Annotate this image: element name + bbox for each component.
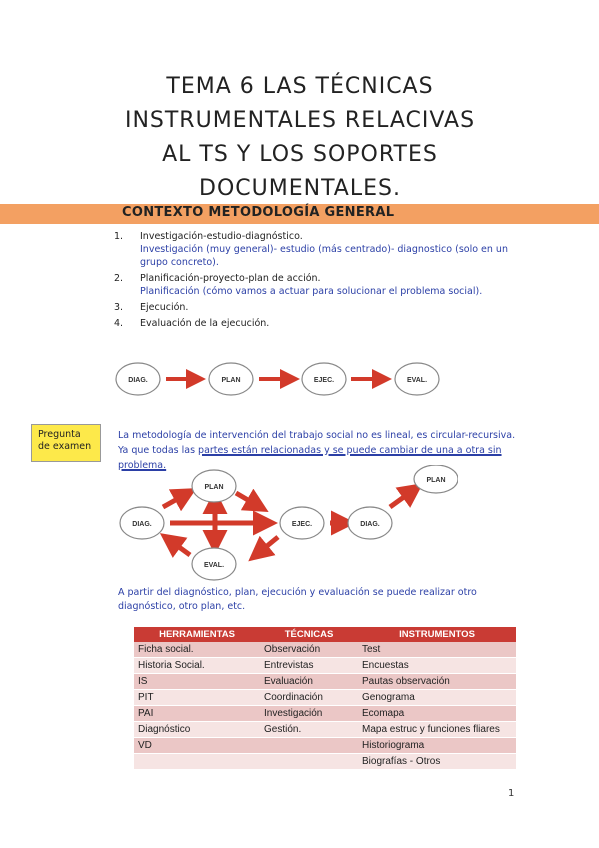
title-line: DOCUMENTALES. bbox=[199, 176, 401, 201]
methodology-list bbox=[114, 230, 524, 330]
diag-node-label: DIAG. bbox=[132, 521, 152, 528]
cycle-paragraph: A partir del diagnóstico, plan, ejecución y evaluación se puede realizar otro diagnóstico, otro plan, etc. bbox=[118, 587, 477, 612]
table-header-row bbox=[134, 627, 516, 642]
table-row bbox=[134, 706, 516, 722]
column-header: HERRAMIENTAS bbox=[134, 627, 260, 642]
section-title: CONTEXTO METODOLOGÍA GENERAL bbox=[122, 205, 395, 220]
plan-node-label: PLAN bbox=[426, 477, 446, 484]
table-cell: Investigación bbox=[260, 706, 358, 722]
table-cell: Mapa estruc y funciones fliares bbox=[358, 722, 516, 738]
title-line: INSTRUMENTALES RELACIVAS bbox=[124, 108, 476, 133]
table-cell: PAI bbox=[134, 706, 260, 722]
column-header: INSTRUMENTOS bbox=[358, 627, 516, 642]
column-header: TÉCNICAS bbox=[260, 627, 358, 642]
table-cell bbox=[134, 754, 260, 770]
list-item-text: Investigación-estudio-diagnóstico. bbox=[140, 231, 303, 242]
diag-node-label: DIAG. bbox=[128, 377, 148, 384]
table-cell: Pautas observación bbox=[358, 674, 516, 690]
table-cell: Encuestas bbox=[358, 658, 516, 674]
table-row bbox=[134, 690, 516, 706]
list-item-text: Ejecución. bbox=[140, 302, 189, 313]
table-row bbox=[134, 674, 516, 690]
eval-node-label: EVAL. bbox=[406, 377, 428, 384]
title-line: TEMA 6 LAS TÉCNICAS bbox=[166, 74, 434, 99]
table-cell: Test bbox=[358, 642, 516, 658]
plan-node-label: PLAN bbox=[221, 377, 241, 384]
table-row bbox=[134, 722, 516, 738]
table-cell: Gestión. bbox=[260, 722, 358, 738]
table-cell: Ficha social. bbox=[134, 642, 260, 658]
table-cell: Evaluación bbox=[260, 674, 358, 690]
table-cell: Diagnóstico bbox=[134, 722, 260, 738]
table-row bbox=[134, 738, 516, 754]
table-cell: Coordinación bbox=[260, 690, 358, 706]
arrow bbox=[236, 493, 260, 507]
arrow bbox=[390, 489, 415, 507]
table-cell: VD bbox=[134, 738, 260, 754]
arrow bbox=[163, 493, 188, 507]
eval-node-label: EVAL. bbox=[203, 562, 225, 569]
list-item: 2. Planificación-proyecto-plan de acción. Planificación (cómo vamos a actuar para solucionar el problema social). bbox=[114, 272, 524, 298]
table-row bbox=[134, 754, 516, 770]
circular-method-paragraph: La metodología de intervención del trabajo social no es lineal, es circular-recursiva. Ya que todas las partes están relacionadas y se puede cambiar de una a otra sin problema. bbox=[118, 430, 516, 471]
list-item-text: Planificación-proyecto-plan de acción. bbox=[140, 273, 321, 284]
table-cell: IS bbox=[134, 674, 260, 690]
table-cell: Entrevistas bbox=[260, 658, 358, 674]
table-row bbox=[134, 658, 516, 674]
table-cell: Observación bbox=[260, 642, 358, 658]
list-item: 3. Ejecución. bbox=[114, 302, 189, 313]
arrow bbox=[256, 537, 278, 555]
table-cell: Biografías - Otros bbox=[358, 754, 516, 770]
diag-node-label: DIAG. bbox=[360, 521, 380, 528]
list-item-subtext: Investigación (muy general)- estudio (más centrado)- diagnostico (solo en un grupo concreto). bbox=[140, 244, 508, 268]
page-number: 1 bbox=[508, 788, 515, 799]
exam-question-note: Pregunta de examen bbox=[31, 424, 101, 462]
arrow bbox=[168, 539, 190, 555]
list-item-subtext: Planificación (cómo vamos a actuar para solucionar el problema social). bbox=[140, 286, 483, 297]
list-item-text: Evaluación de la ejecución. bbox=[140, 318, 270, 329]
table-cell: Historia Social. bbox=[134, 658, 260, 674]
table-cell: Ecomapa bbox=[358, 706, 516, 722]
circular-flow-diagram bbox=[118, 465, 458, 583]
list-item: 4. Evaluación de la ejecución. bbox=[114, 318, 270, 329]
linear-flow-diagram bbox=[114, 358, 444, 400]
ejec-node-label: EJEC. bbox=[313, 377, 335, 384]
table-cell bbox=[260, 738, 358, 754]
table-row bbox=[134, 642, 516, 658]
tools-table bbox=[134, 627, 516, 770]
ejec-node-label: EJEC. bbox=[291, 521, 313, 528]
table-cell bbox=[260, 754, 358, 770]
title-line: AL TS Y LOS SOPORTES bbox=[162, 142, 438, 167]
table-cell: Historiograma bbox=[358, 738, 516, 754]
table-cell: PIT bbox=[134, 690, 260, 706]
list-item: 1. Investigación-estudio-diagnóstico. Investigación (muy general)- estudio (más centrado)- diagnostico (solo en un grupo concreto). bbox=[114, 230, 524, 269]
page-title bbox=[100, 70, 500, 206]
plan-node-label: PLAN bbox=[204, 484, 224, 491]
table-cell: Genograma bbox=[358, 690, 516, 706]
